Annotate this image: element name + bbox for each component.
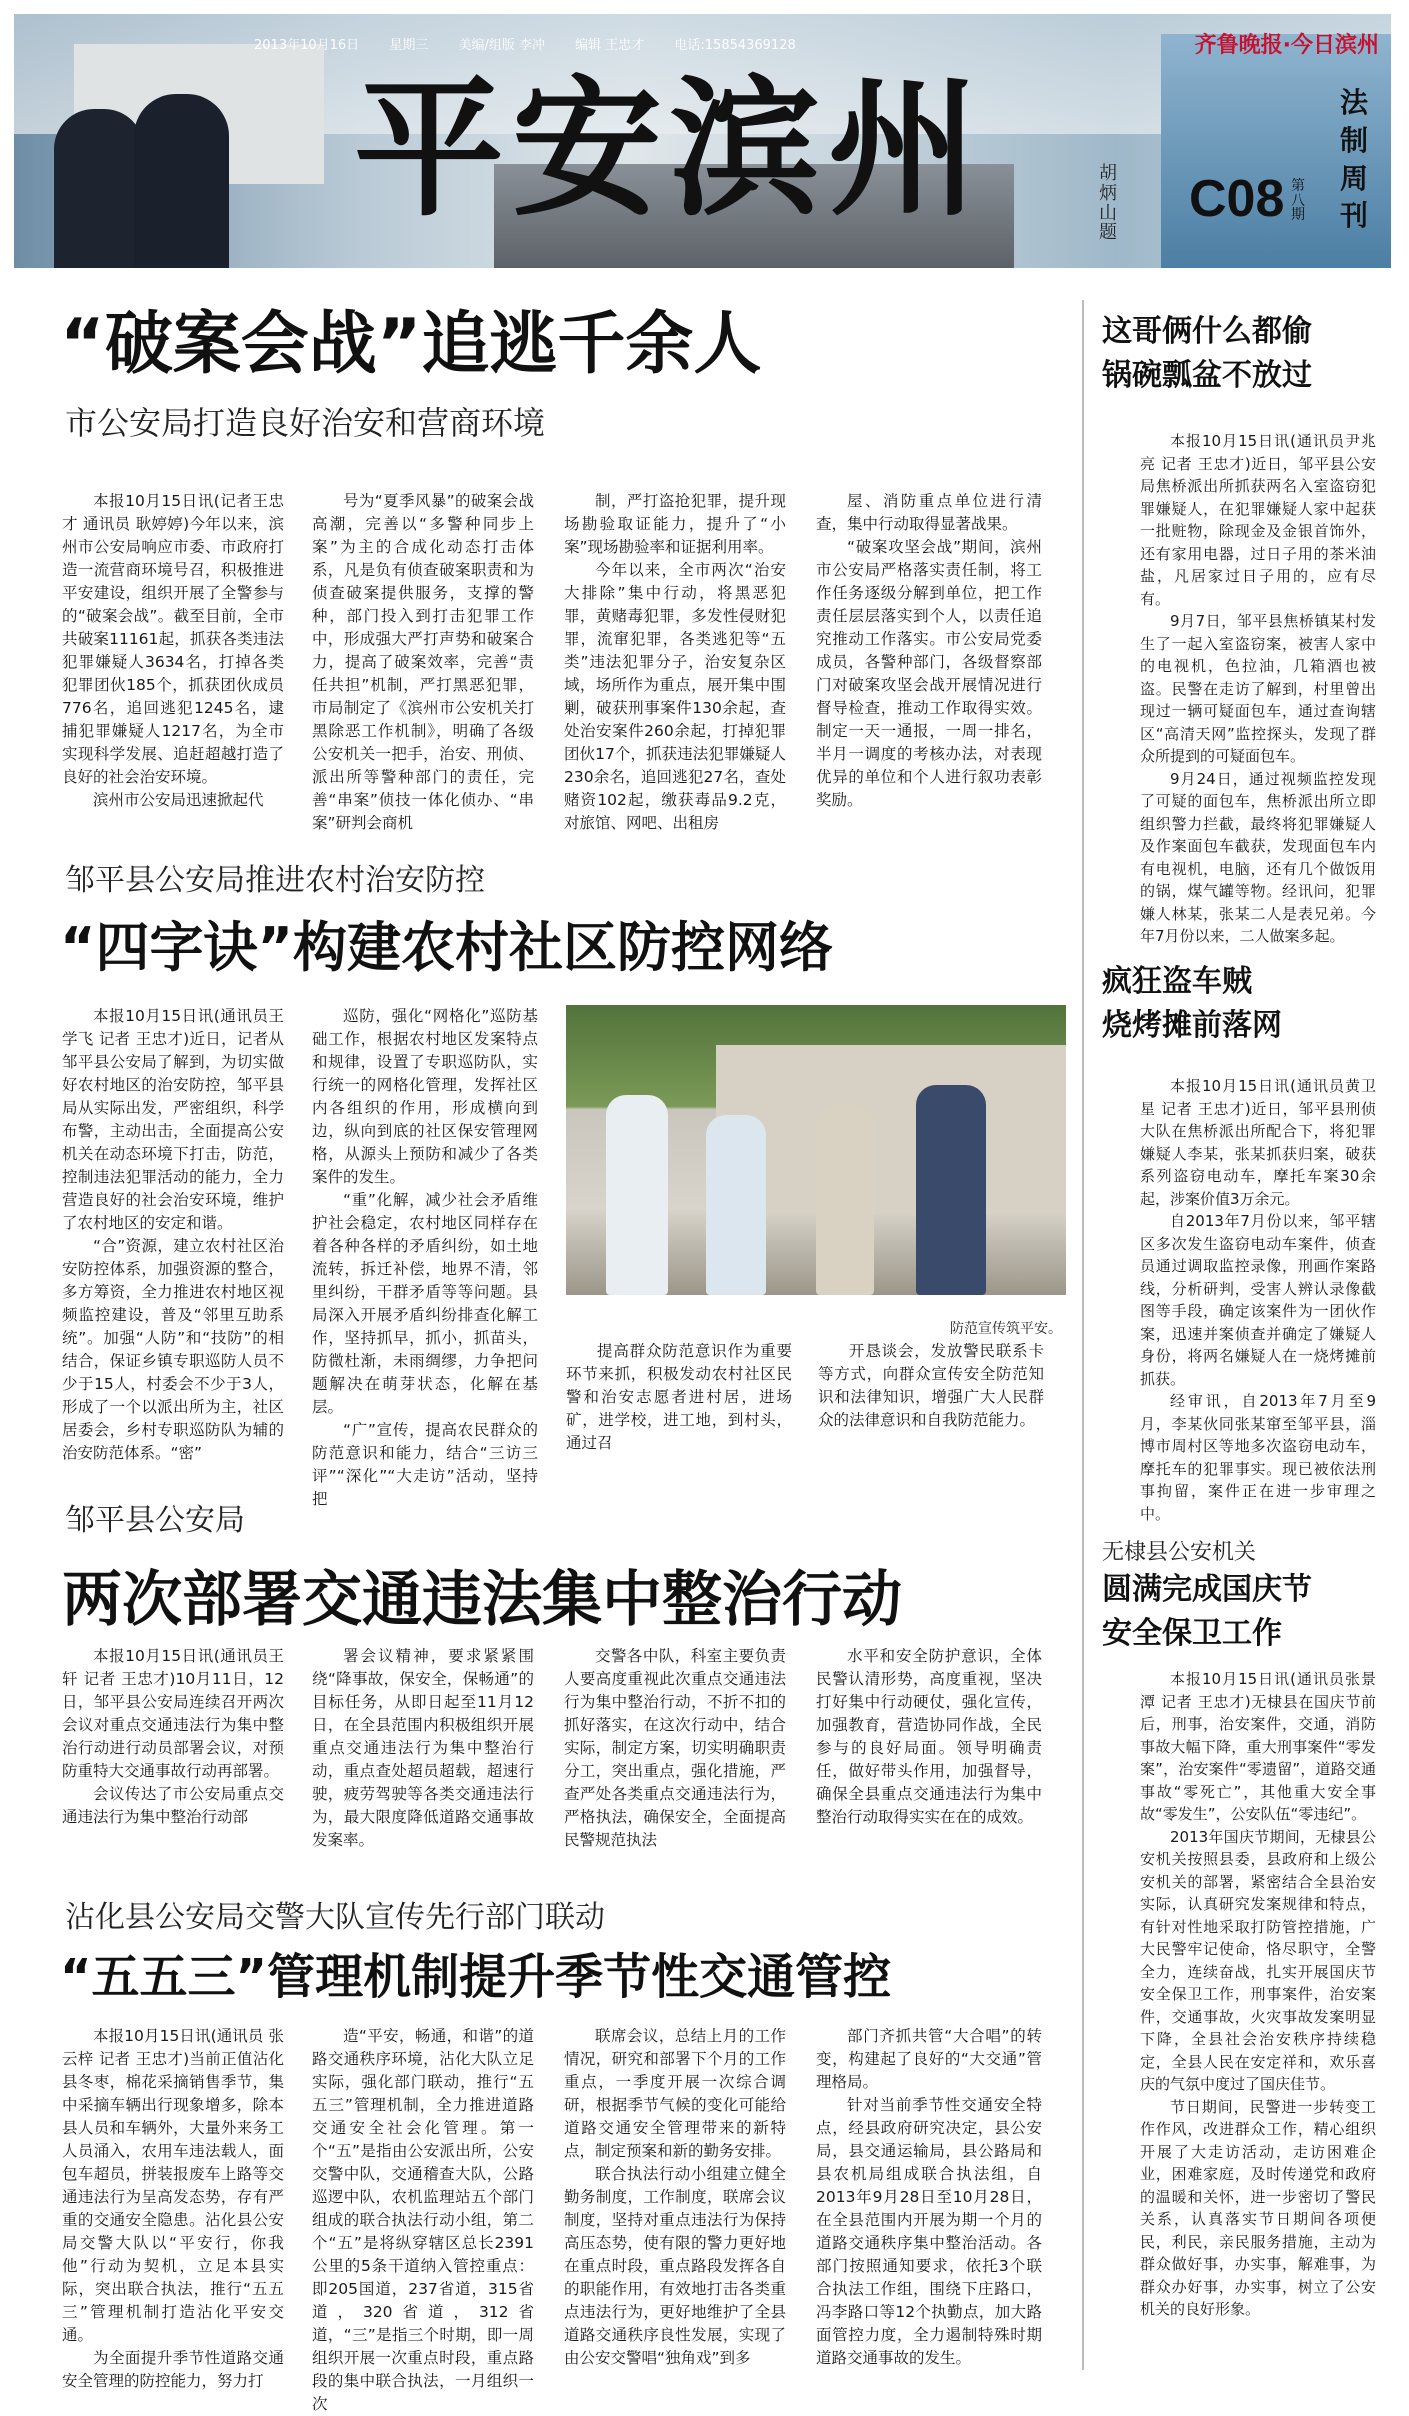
paragraph: 巡防，强化“网格化”巡防基础工作，根据农村地区发案特点和规律，设置了专职巡防队，实行统一的网格化管理，发挥社区内各组织的作用，形成横向到边，纵向到底的社区保安管理网格，从源头上预防和减少了各类案件的发生。 xyxy=(312,1007,538,1186)
paragraph: 交警各中队，科室主要负责人要高度重视此次重点交通违法行为集中整治行动，不折不扣的抓好落实，在这次行动中，结合实际，制定方案，切实明确职责分工，突出重点，强化措施，严查严处各类重点交通违法行为，严格执法，确保安全，全面提高民警规范执法 xyxy=(564,1647,786,1849)
photo-villager-figure xyxy=(916,1085,986,1295)
article-column xyxy=(312,2025,534,2416)
article-column xyxy=(62,490,284,812)
editor-credit: 编辑 王忠才 xyxy=(575,38,645,53)
paragraph: 经审讯，自2013年7月至9月，李某伙同张某窜至邹平县，淄博市周村区等地多次盗窃电动车，摩托车的犯罪事实。现已被依法刑事拘留，案件正在进一步审理之中。 xyxy=(1140,1392,1376,1523)
article-column xyxy=(816,490,1042,812)
paragraph: 9月7日，邹平县焦桥镇某村发生了一起入室盗窃案，被害人家中的电视机，色拉油，几箱酒也被盗。民警在走访了解到，村里曾出现过一辆可疑面包车，通过查询辖区“高清天网”监控探头，发现了群众所提到的可疑面包车。 xyxy=(1140,612,1376,765)
paragraph: 今年以来，全市两次“治安大排除”集中行动，将黑恶犯罪，黄赌毒犯罪，多发性侵财犯罪，流窜犯罪，各类逃犯等“五类”违法犯罪分子，治安复杂区域，场所作为重点，展开集中围剿，破获刑事案件130余起，查处治安案件260余起，打掉犯罪团伙17个，抓获违法犯罪嫌疑人230余名，追回逃犯27名，查处赌资102起，缴获毒品9.2克，对旅馆、网吧、出租房 xyxy=(564,561,786,832)
sidebar-kicker: 无棣县公安机关 xyxy=(1102,1540,1257,1565)
paragraph: 联席会议，总结上月的工作情况，研究和部署下个月的工作重点，一季度开展一次综合调研，根据季节气候的变化可能给道路交通安全管理带来的新特点，制定预案和新的勤务安排。 xyxy=(564,2027,786,2160)
contact-phone: 电话:15854369128 xyxy=(674,38,796,53)
calligrapher-credit: 胡炳山题 xyxy=(1099,163,1117,244)
paragraph: “破案攻坚会战”期间，滨州市公安局严格落实责任制，将工作任务逐级分解到单位，把工作责任层层落实到个人，以责任追究推动工作落实。市公安局党委成员，各警种部门，各级督察部门对破案攻坚会战开展情况进行督导检查，推动工作取得实效。制定一天一通报，一周一排名，半月一调度的考核办法，对表现优异的单位和个人进行叙功表彰奖励。 xyxy=(816,538,1042,809)
article-column xyxy=(62,2025,284,2393)
article-column xyxy=(312,1645,534,1852)
paragraph: 本报10月15日讯(通讯员尹兆亮 记者 王忠才)近日，邹平县公安局焦桥派出所抓获两名入室盗窃犯罪嫌疑人，在犯罪嫌疑人家中起获一批赃物，除现金及金银首饰外，还有家用电器，过日子用的茶米油盐，凡居家过日子用的，应有尽有。 xyxy=(1140,432,1376,608)
photo-officer-figure xyxy=(706,1115,766,1295)
issue-weekday: 星期三 xyxy=(389,38,429,53)
article-column xyxy=(564,1645,786,1852)
paragraph: 会议传达了市公安局重点交通违法行为集中整治行动部 xyxy=(62,1785,284,1826)
paragraph: 联合执法行动小组建立健全勤务制度，工作制度，联席会议制度，坚持对重点违法行为保持高压态势，使有限的警力更好地在重点时段，重点路段发挥各自的职能作用，有效地打击各类重点违法行为，更好地维护了全县道路交通秩序良性发展，实现了由公安交警唱“独角戏”到多 xyxy=(564,2165,786,2367)
article-column xyxy=(62,1645,284,1829)
masthead-info-line xyxy=(254,34,822,53)
issue-date: 2013年10月16日 xyxy=(254,38,360,53)
sidebar-headline-line: 锅碗瓢盆不放过 xyxy=(1102,358,1312,393)
issue-number: 第八期 xyxy=(1291,178,1305,224)
design-credit: 美编/组版 李冲 xyxy=(458,38,545,53)
paragraph: 本报10月15日讯(记者王忠才 通讯员 耿婷婷)今年以来，滨州市公安局响应市委、市政府打造一流营商环境号召，积极推进平安建设，组织开展了全警参与的“破案会战”。截至目前，全市共破案11161起，抓获各类违法犯罪嫌疑人3634名，打掉各类犯罪团伙185个，抓获团伙成员776名，追回逃犯1245名，逮捕犯罪嫌疑人1217名，为全市实现科学发展、追赶超越打造了良好的社会治安环境。 xyxy=(62,492,284,786)
paragraph: 自2013年7月份以来，邹平辖区多次发生盗窃电动车案件，侦查员通过调取监控录像，刑画作案路线，分析研判，受害人辨认录像截图等手段，确定该案件为一团伙作案，迅速并案侦查并确定了嫌疑人身份，将两名嫌疑人在一烧烤摊前抓获。 xyxy=(1140,1212,1376,1388)
paragraph: 本报10月15日讯(通讯员张景潭 记者 王忠才)无棣县在国庆节前后，刑事，治安案件，交通，消防事故大幅下降，重大刑事案件“零发案”，治安案件“零遗留”，道路交通事故“零死亡”，其他重大安全事故“零发生”，公安队伍“零违纪”。 xyxy=(1140,1670,1376,1823)
sidebar-headline xyxy=(1102,310,1312,398)
paragraph: 本报10月15日讯(通讯员 张云梓 记者 王忠才)当前正值沾化县冬枣，棉花采摘销售季节，集中采摘车辆出行现象增多，除本县人员和车辆外，大量外来务工人员涌入，农用车违法载人，面包车超员，拼装报废车上路等交通违法行为呈高发态势，存有严重的交通安全隐患。沾化县公安局交警大队以“平安行，你我他”行动为契机，立足本县实际，突出联合执法，推行“五五三”管理机制打造沾化平安交通。 xyxy=(62,2027,284,2344)
photo-caption: 防范宣传筑平安。 xyxy=(950,1321,1062,1337)
sidebar-headline-line: 这哥俩什么都偷 xyxy=(1102,314,1312,349)
newspaper-brand: 齐鲁晚报·今日滨州 xyxy=(1194,33,1379,58)
photo-wall xyxy=(716,1045,1066,1215)
paragraph: 节日期间，民警进一步转变工作作风，改进群众工作，精心组织开展了大走访活动，走访困难企业，困难家庭，及时传递党和政府的温暖和关怀，进一步密切了警民关系，认真落实节日期间各项便民，利民，亲民服务措施，主动为群众做好事，办实事，解难事，为群众办好事，办实事，树立了公安机关的良好形象。 xyxy=(1140,2097,1376,2318)
article-column xyxy=(312,490,534,835)
page-number: C08 xyxy=(1189,170,1285,228)
article-kicker: 邹平县公安局 xyxy=(65,1503,245,1538)
article-kicker: 沾化县公安局交警大队宣传先行部门联动 xyxy=(65,1900,605,1935)
photo-officer-figure xyxy=(606,1095,668,1295)
paragraph: 滨州市公安局迅速掀起代 xyxy=(93,791,264,809)
article-subtitle: 市公安局打造良好治安和营商环境 xyxy=(65,404,546,442)
article-column xyxy=(312,1005,538,1511)
sidebar-headline xyxy=(1102,1568,1312,1656)
paragraph: 9月24日，通过视频监控发现了可疑的面包车，焦桥派出所立即组织警力拦截，最终将犯罪嫌疑人及作案面包车截获，发现面包车内有电视机，电脑，还有几个做饭用的锅，煤气罐等物。经讯问，犯罪嫌人林某，张某二人是表兄弟。今年7月份以来，二人做案多起。 xyxy=(1140,769,1376,945)
paragraph: 造“平安，畅通，和谐”的道路交通秩序环境，沾化大队立足实际，强化部门联动，推行“五五三”管理机制，全力推进道路交通安全社会化管理。第一个“五”是指由公安派出所，公安交警中队，交通稽查大队，公路巡逻中队，农机监理站五个部门组成的联合执法行动小组，第二个“五”是将纵穿辖区总长2391公里的5条干道纳入管控重点：即205国道，237省道，315省道，320省道，312省道，“三”是指三个时期，即一周组织开展一次重点时段，重点路段的集中联合执法，一月组织一次 xyxy=(312,2027,534,2413)
sidebar-column xyxy=(1140,1668,1376,2321)
article-column xyxy=(564,2025,786,2370)
paragraph: 2013年国庆节期间，无棣县公安机关按照县委，县政府和上级公安机关的部署，紧密结合全县治安实际，认真研究发案规律和特点，有针对性地采取打防管控措施，广大民警牢记使命，恪尽职守，全警全力，连续奋战，扎实开展国庆节安全保卫工作，刑事案件，治安案件，交通事故，火灾事故发案明显下降，全县社会治安秩序持续稳定，全县人民在安定祥和，欢乐喜庆的气氛中度过了国庆佳节。 xyxy=(1140,1827,1376,2093)
article-column xyxy=(816,2025,1042,2370)
weekly-label: 法制周刊 xyxy=(1339,86,1368,233)
paragraph: 水平和安全防护意识，全体民警认清形势，高度重视，坚决打好集中行动硬仗，强化宣传，加强教育，营造协同作战，全民参与的良好局面。领导明确责任，做好带头作用，加强督导，确保全县重点交通违法行为集中整治行动取得实实在在的成效。 xyxy=(816,1647,1042,1826)
police-officer-figure xyxy=(134,94,229,268)
sidebar-headline-line: 烧烤摊前落网 xyxy=(1102,1008,1282,1043)
police-officer-figure xyxy=(54,109,144,268)
paragraph: 制，严打盗抢犯罪，提升现场勘验取证能力，提升了“小案”现场勘验率和证据利用率。 xyxy=(564,492,786,556)
sidebar-headline-line: 安全保卫工作 xyxy=(1102,1616,1282,1651)
article-column xyxy=(816,1645,1042,1829)
article-headline: 两次部署交通违法集中整治行动 xyxy=(62,1565,902,1635)
article-column xyxy=(564,490,786,835)
photo-villager-figure xyxy=(816,1105,874,1295)
article-headline: “破案会战”追逃千余人 xyxy=(60,305,762,384)
sidebar-divider xyxy=(1082,300,1084,2370)
section-title: 平安滨州 xyxy=(354,61,987,237)
paragraph: “合”资源，建立农村社区治安防控体系，加强资源的整合，多方筹资，全力推进农村地区视频监控建设，普及“邻里互助系统”。加强“人防”和“技防”的相结合，保证乡镇专职巡防人员不少于15人，村委会不少于3人，形成了一个以派出所为主，社区居委会，乡村专职巡防队为辅的治安防范体系。“密” xyxy=(62,1237,284,1462)
paragraph: 号为“夏季风暴”的破案会战高潮，完善以“多警种同步上案”为主的合成化动态打击体系，凡是负有侦查破案职责和为侦查破案提供服务，支撑的警种，部门投入到打击犯罪工作中，形成强大严打声势和破案合力，提高了破案效率，完善“责任共担”机制，严打黑恶犯罪，市局制定了《滨州市公安机关打黑除恶工作机制》，明确了各级公安机关一把手，治安、刑侦、派出所等警种部门的责任，完善“串案”侦技一体化侦办、“串案”研判会商机 xyxy=(312,492,534,832)
paragraph: “重”化解，减少社会矛盾维护社会稳定，农村地区同样存在着各种各样的矛盾纠纷，如土地流转，拆迁补偿，地界不清，邻里纠纷，干群矛盾等等问题。县局深入开展矛盾纠纷排查化解工作，坚持抓早，抓小，抓苗头，防微杜渐，未雨绸缪，力争把问题解决在萌芽状态，化解在基层。 xyxy=(312,1191,538,1416)
sidebar-headline-line: 疯狂盗车贼 xyxy=(1102,964,1252,999)
paragraph: 署会议精神，要求紧紧围绕“降事故，保安全，保畅通”的目标任务，从即日起至11月12日，在全县范围内积极组织开展重点交通违法行为集中整治行动，重点查处超员超载，超速行驶，疲劳驾驶等各类交通违法行为，最大限度降低道路交通事故发案率。 xyxy=(312,1647,534,1849)
paragraph: 为全面提升季节性道路交通安全管理的防控能力，努力打 xyxy=(62,2349,284,2390)
article-headline: “四字诀”构建农村社区防控网络 xyxy=(60,916,833,979)
sidebar-headline-line: 圆满完成国庆节 xyxy=(1102,1572,1312,1607)
paragraph: 部门齐抓共管“大合唱”的转变，构建起了良好的“大交通”管理格局。 xyxy=(816,2027,1042,2091)
sidebar-headline xyxy=(1102,960,1282,1048)
masthead-banner xyxy=(14,14,1391,268)
article-column xyxy=(818,1340,1044,1432)
sidebar-column xyxy=(1140,430,1376,948)
article-headline: “五五三”管理机制提升季节性交通管控 xyxy=(60,1949,892,2005)
sidebar-column xyxy=(1140,1075,1376,1525)
paragraph: 开恳谈会，发放警民联系卡等方式，向群众宣传安全防范知识和法律知识，增强广大人民群众的法律意识和自我防范能力。 xyxy=(818,1342,1044,1429)
news-photo xyxy=(566,1005,1066,1295)
paragraph: “广”宣传，提高农民群众的防范意识和能力，结合“三访三评”“深化”“大走访”活动，坚持把 xyxy=(312,1421,538,1508)
paragraph: 本报10月15日讯(通讯员黄卫星 记者 王忠才)近日，邹平县刑侦大队在焦桥派出所配合下，将犯罪嫌疑人李某，张某抓获归案，破获系列盗窃电动车，摩托车案30余起，涉案价值3万余元。 xyxy=(1140,1077,1376,1208)
article-column xyxy=(62,1005,284,1465)
paragraph: 提高群众防范意识作为重要环节来抓，积极发动农村社区民警和治安志愿者进村居，进场矿，进学校，进工地，到村头，通过召 xyxy=(566,1342,792,1452)
paragraph: 针对当前季节性交通安全特点，经县政府研究决定，县公安局，县交通运输局，县公路局和县农机局组成联合执法组，自2013年9月28日至10月28日，在全县范围内开展为期一个月的道路交通秩序集中整治活动。各部门按照通知要求，依托3个联合执法工作组，围绕下庄路口，冯李路口等12个执勤点，加大路面管控力度，全力遏制特殊时期道路交通事故的发生。 xyxy=(816,2096,1042,2367)
paragraph: 屋、消防重点单位进行清查，集中行动取得显著战果。 xyxy=(816,492,1042,533)
article-column xyxy=(566,1340,792,1455)
paragraph: 本报10月15日讯(通讯员王轩 记者 王忠才)10月11日，12日，邹平县公安局连续召开两次会议对重点交通违法行为集中整治行动进行动员部署会议，对预防重特大交通事故行动再部署。 xyxy=(62,1647,284,1780)
paragraph: 本报10月15日讯(通讯员王学飞 记者 王忠才)近日，记者从邹平县公安局了解到，为切实做好农村地区的治安防控，邹平县局从实际出发，严密组织，科学布警，主动出击，全面提高公安机关在动态环境下打击，防范，控制违法犯罪活动的能力，全力营造良好的社会治安环境，维护了农村地区的安定和谐。 xyxy=(62,1007,284,1232)
article-kicker: 邹平县公安局推进农村治安防控 xyxy=(65,863,485,898)
